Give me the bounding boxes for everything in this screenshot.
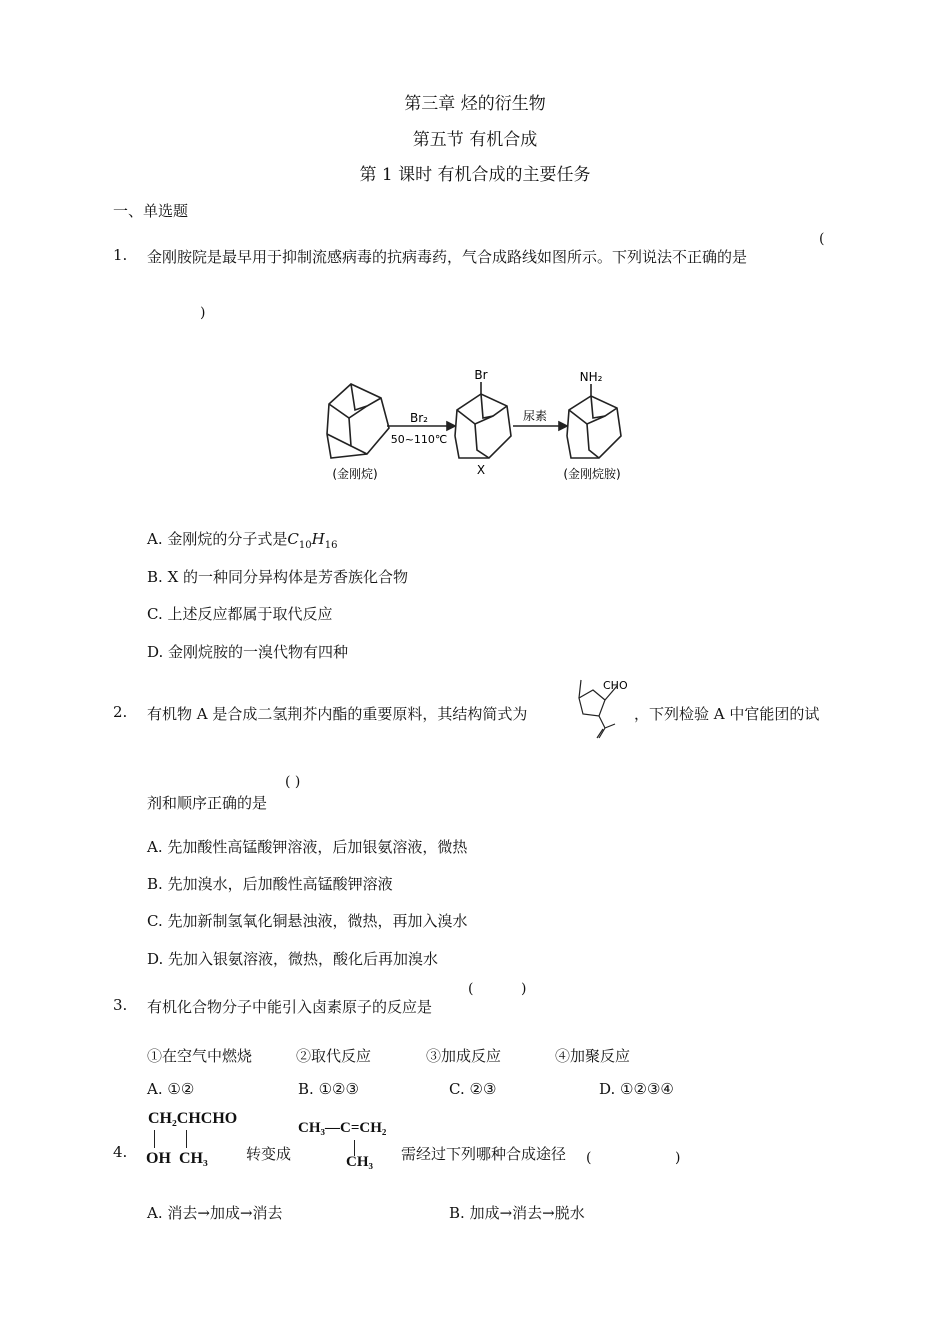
q1-option-c: [147, 603, 333, 624]
q2-option-b: [147, 873, 393, 894]
q1-reaction-scheme: [315, 366, 660, 496]
q1-option-d: [147, 641, 348, 662]
option-text: 消去→加成→消去: [167, 1204, 283, 1222]
option-text: X 的一种同分异构体是芳香族化合物: [167, 568, 409, 586]
option-text: 先加溴水，后加酸性高锰酸钾溶液: [167, 875, 393, 893]
q1-label-end: (金刚烷胺): [563, 467, 621, 481]
q3-item-4: [555, 1045, 630, 1066]
q2-stem-after: ，下列检验 A 中官能团的试: [634, 705, 820, 723]
q1-paren-close: ): [200, 305, 206, 321]
option-label: D.: [147, 643, 164, 661]
option-label: B.: [298, 1080, 314, 1098]
item-mark: ④: [555, 1047, 571, 1065]
option-label: A.: [147, 1080, 163, 1098]
q1-label-mid: X: [476, 463, 486, 477]
q1-nh2-label: NH₂: [579, 370, 603, 384]
option-text: ②③: [469, 1080, 497, 1098]
q3-paren-open: (: [468, 981, 474, 997]
q3-stem: 有机化合物分子中能引入卤素原子的反应是: [147, 998, 433, 1016]
q3-paren-close: ): [521, 981, 527, 997]
q3-option-c: [449, 1080, 496, 1098]
q1-reagent-top: Br₂: [410, 411, 428, 425]
q2-stem-before: 有机物 A 是合成二氢荆芥内酯的重要原料，其结构简式为: [147, 705, 528, 723]
q2-number: 2.: [113, 703, 128, 721]
option-label: C.: [147, 605, 163, 623]
item-text: 加聚反应: [570, 1047, 631, 1065]
q3-item-1: [147, 1045, 252, 1066]
adamantane-structure: [327, 384, 389, 458]
q3-number: 3.: [113, 996, 128, 1014]
q3-item-3: [426, 1045, 501, 1066]
q4-option-a: [147, 1202, 283, 1223]
item-mark: ①: [147, 1047, 163, 1065]
option-text: 先加酸性高锰酸钾溶液，后加银氨溶液，微热: [167, 838, 468, 856]
q2-option-a: [147, 836, 467, 857]
option-label: A.: [147, 1204, 163, 1222]
q4-from-bottom-left: OH: [146, 1150, 171, 1167]
x-structure: [455, 382, 511, 458]
q3-item-2: [296, 1045, 371, 1066]
option-text: ①②: [167, 1080, 195, 1098]
q4-paren-open: (: [586, 1150, 592, 1166]
chapter-title: 第三章 烃的衍生物: [404, 94, 546, 114]
option-text: 加成→消去→脱水: [469, 1204, 585, 1222]
item-mark: ②: [296, 1047, 312, 1065]
part-heading: 一、单选题: [113, 202, 189, 220]
q4-number: 4.: [113, 1143, 128, 1161]
q4-mid-text: 转变成: [246, 1145, 292, 1163]
q4-from-top: CH₂CHCHO: [148, 1110, 238, 1127]
option-label: B.: [147, 568, 163, 586]
q4-from-bottom-right: CH₃: [179, 1150, 208, 1167]
q1-reagent2: 尿素: [522, 409, 548, 423]
q4-from-bond-right: [186, 1130, 187, 1148]
q2-paren: ( ): [285, 774, 301, 790]
option-text: 金刚烷的分子式是: [167, 530, 288, 548]
option-text: 先加入银氨溶液，微热，酸化后再加溴水: [168, 950, 439, 968]
q2-option-d: [147, 948, 438, 969]
option-label: C.: [147, 912, 163, 930]
item-text: 加成反应: [441, 1047, 502, 1065]
q3-option-d: [599, 1080, 674, 1098]
option-label: D.: [599, 1080, 616, 1098]
option-text: 先加新制氢氧化铜悬浊液，微热，再加入溴水: [167, 912, 468, 930]
q3-option-b: [298, 1080, 359, 1098]
q1-stem: 金刚胺院是最早用于抑制流感病毒的抗病毒药，气合成路线如图所示。下列说法不正确的是: [147, 248, 748, 266]
section-title: 第五节 有机合成: [412, 130, 538, 150]
formula-c: C: [287, 530, 299, 548]
option-text: ①②③: [318, 1080, 359, 1098]
q1-br-label: Br: [474, 368, 488, 382]
q1-option-b: [147, 566, 408, 587]
option-text: 金刚烷胺的一溴代物有四种: [168, 643, 349, 661]
q4-from-bond-left: [154, 1130, 155, 1148]
option-label: B.: [449, 1204, 465, 1222]
option-label: B.: [147, 875, 163, 893]
formula-h: H: [311, 530, 325, 548]
option-text: ①②③④: [620, 1080, 674, 1098]
q2-stem-line2: 剂和顺序正确的是: [147, 794, 268, 812]
amantadine-structure: [567, 384, 621, 458]
q4-to-top: CH₃—C=CH₂: [298, 1120, 387, 1136]
option-label: C.: [449, 1080, 465, 1098]
q2-option-c: [147, 910, 468, 931]
formula-h-sub: 16: [324, 540, 338, 551]
option-label: A.: [147, 530, 163, 548]
q4-to-bottom: CH₃: [346, 1154, 373, 1170]
q4-paren-close: ): [675, 1150, 681, 1166]
q4-stem-after: 需经过下列哪种合成途径: [401, 1145, 567, 1163]
option-text: 上述反应都属于取代反应: [167, 605, 333, 623]
q1-number: 1.: [113, 246, 128, 264]
item-text: 在空气中燃烧: [162, 1047, 253, 1065]
item-text: 取代反应: [311, 1047, 372, 1065]
option-label: D.: [147, 950, 164, 968]
q4-option-b: [449, 1202, 585, 1223]
q4-to-structure: [298, 1120, 408, 1174]
formula-c-sub: 10: [298, 540, 312, 551]
q4-from-structure: [146, 1110, 256, 1172]
q1-option-a: [147, 528, 337, 551]
q1-reagent-bottom: 50~110℃: [390, 433, 448, 446]
q1-paren-open: (: [819, 231, 825, 247]
q2-cho-label: CHO: [603, 679, 628, 692]
lesson-title: 第 1 课时 有机合成的主要任务: [359, 165, 591, 185]
q1-label-start: (金刚烷): [332, 467, 378, 481]
item-mark: ③: [426, 1047, 442, 1065]
option-label: A.: [147, 838, 163, 856]
q3-option-a: [147, 1080, 194, 1098]
q2-structure: [565, 672, 631, 742]
